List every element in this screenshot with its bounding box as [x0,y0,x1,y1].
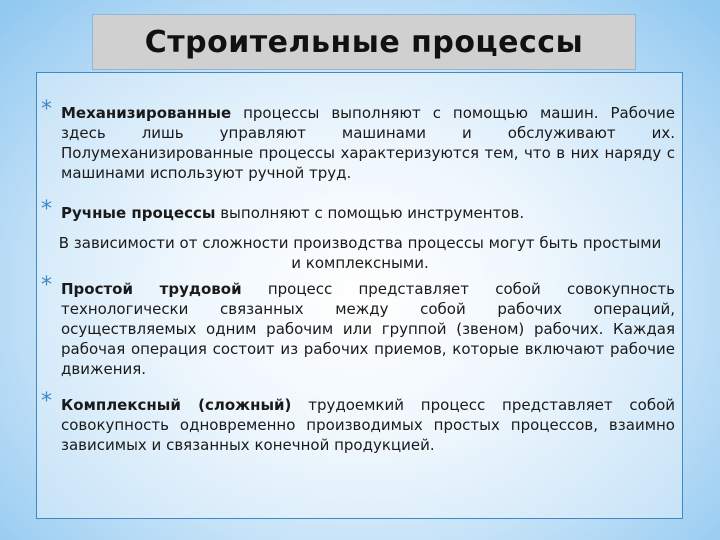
bullet-star-icon: * [41,97,52,122]
bullet-complex [41,389,675,455]
bullet-text: трудоемкий процесс представляет собой совокупность одновременно производимых простых процессов, взаимно зависимых и связанных конечной продукцией. [61,396,675,454]
bullet-term: Механизированные [61,104,232,122]
slide-title: Строительные процессы [144,24,584,60]
bullet-mechanized [41,97,675,183]
bullet-manual [41,197,675,223]
bullet-star-icon: * [41,389,52,414]
bullet-text: процессы выполняют с помощью машин. Рабочие здесь лишь управляют машинами и обслуживают их. Полумеханизированные процессы характеризуются тем, что в них наряду с машинами используют ручной труд. [61,104,675,182]
bullet-term: Ручные процессы [61,204,216,222]
content-box [36,72,683,519]
note-text: В зависимости от сложности производства процессы могут быть простыми и комплексными. [58,234,662,272]
bullet-text: процесс представляет собой совокупность технологически связанных между собой рабочих операций, осуществляемых одним рабочим или группой (звеном) рабочих. Каждая рабочая операция состоит из рабочих приемов, которые включают рабочие движения. [61,280,676,378]
title-box [92,14,636,70]
bullet-star-icon: * [41,197,52,222]
bullet-term: Простой трудовой [61,280,242,298]
bullet-term: Комплексный (сложный) [61,396,292,414]
bullet-text: выполняют с помощью инструментов. [215,204,525,222]
bullet-simple [41,273,676,379]
bullet-star-icon: * [41,273,52,298]
